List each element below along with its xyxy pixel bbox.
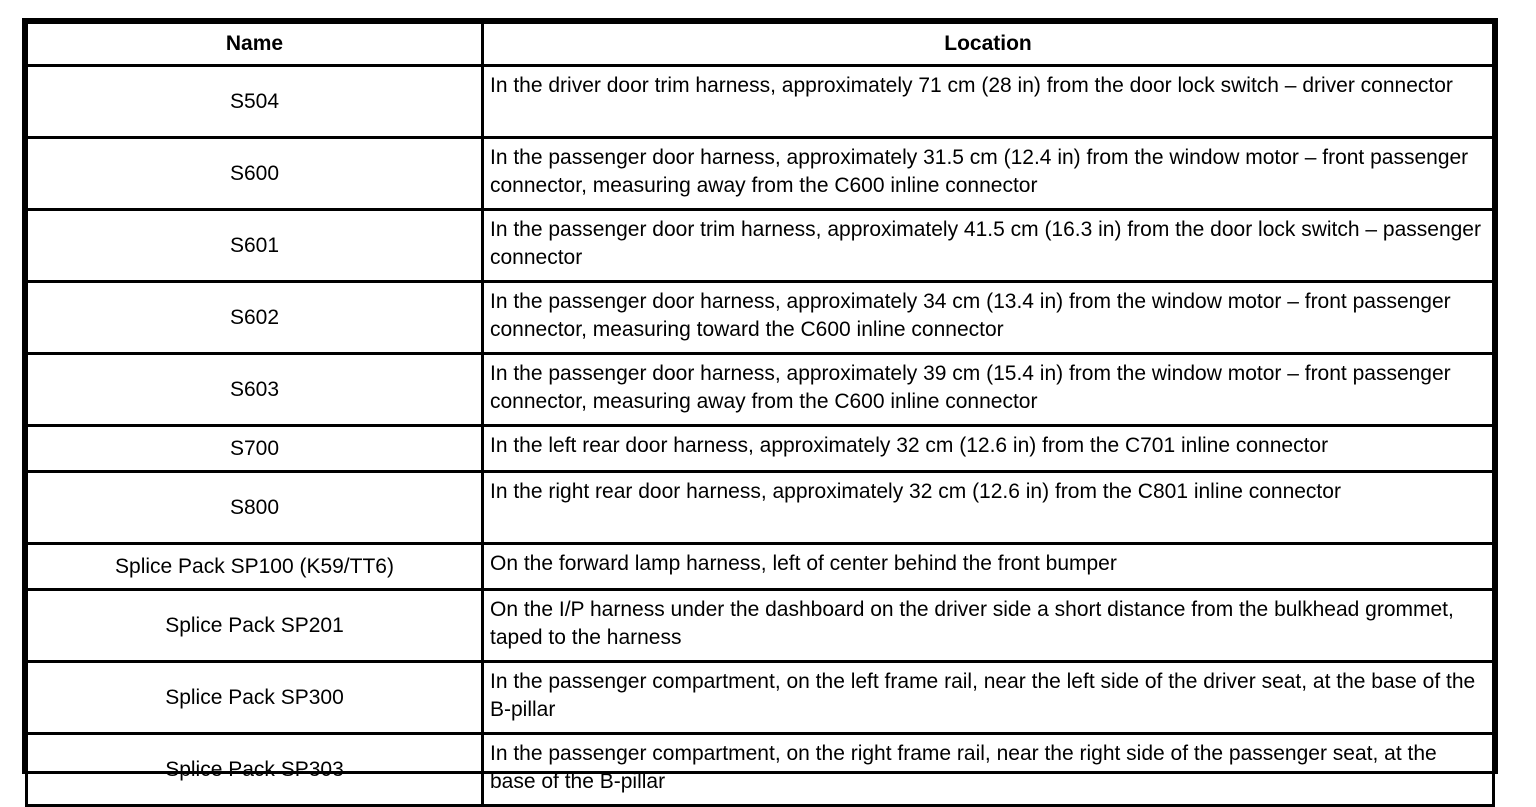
splice-name-cell: S700: [27, 426, 483, 472]
splice-location-cell: On the I/P harness under the dashboard on the driver side a short distance from the bulkhead grommet, taped to the harness: [483, 590, 1494, 662]
splice-name-cell: S600: [27, 138, 483, 210]
splice-location-cell: On the forward lamp harness, left of center behind the front bumper: [483, 544, 1494, 590]
table-row: [27, 426, 1494, 472]
table-row: [27, 472, 1494, 544]
splice-location-cell: In the passenger door harness, approximately 34 cm (13.4 in) from the window motor – front passenger connector, measuring toward the C600 inline connector: [483, 282, 1494, 354]
table-row: [27, 544, 1494, 590]
table-row: [27, 210, 1494, 282]
splice-location-cell: In the passenger door harness, approximately 39 cm (15.4 in) from the window motor – front passenger connector, measuring away from the C600 inline connector: [483, 354, 1494, 426]
splice-location-table: [25, 21, 1495, 807]
table-header-row: [27, 23, 1494, 66]
splice-location-cell: In the passenger door trim harness, approximately 41.5 cm (16.3 in) from the door lock switch – passenger connector: [483, 210, 1494, 282]
splice-location-cell: In the right rear door harness, approximately 32 cm (12.6 in) from the C801 inline connector: [483, 472, 1494, 544]
splice-name-cell: Splice Pack SP201: [27, 590, 483, 662]
table-row: [27, 662, 1494, 734]
splice-location-cell: In the driver door trim harness, approximately 71 cm (28 in) from the door lock switch – driver connector: [483, 66, 1494, 138]
splice-name-cell: S603: [27, 354, 483, 426]
table-row: [27, 590, 1494, 662]
table-row: [27, 282, 1494, 354]
splice-name-cell: S800: [27, 472, 483, 544]
table-row: [27, 354, 1494, 426]
table-row: [27, 734, 1494, 806]
splice-name-cell: S601: [27, 210, 483, 282]
column-header-name: Name: [27, 23, 483, 66]
splice-location-cell: In the left rear door harness, approximately 32 cm (12.6 in) from the C701 inline connector: [483, 426, 1494, 472]
splice-name-cell: S504: [27, 66, 483, 138]
splice-location-cell: In the passenger compartment, on the right frame rail, near the right side of the passenger seat, at the base of the B-pillar: [483, 734, 1494, 806]
splice-location-cell: In the passenger door harness, approximately 31.5 cm (12.4 in) from the window motor – front passenger connector, measuring away from the C600 inline connector: [483, 138, 1494, 210]
splice-location-cell: In the passenger compartment, on the left frame rail, near the left side of the driver seat, at the base of the B-pillar: [483, 662, 1494, 734]
table-row: [27, 66, 1494, 138]
splice-name-cell: Splice Pack SP100 (K59/TT6): [27, 544, 483, 590]
splice-name-cell: Splice Pack SP303: [27, 734, 483, 806]
splice-name-cell: Splice Pack SP300: [27, 662, 483, 734]
splice-name-cell: S602: [27, 282, 483, 354]
table-row: [27, 138, 1494, 210]
splice-location-table-container: [22, 18, 1498, 793]
column-header-location: Location: [483, 23, 1494, 66]
